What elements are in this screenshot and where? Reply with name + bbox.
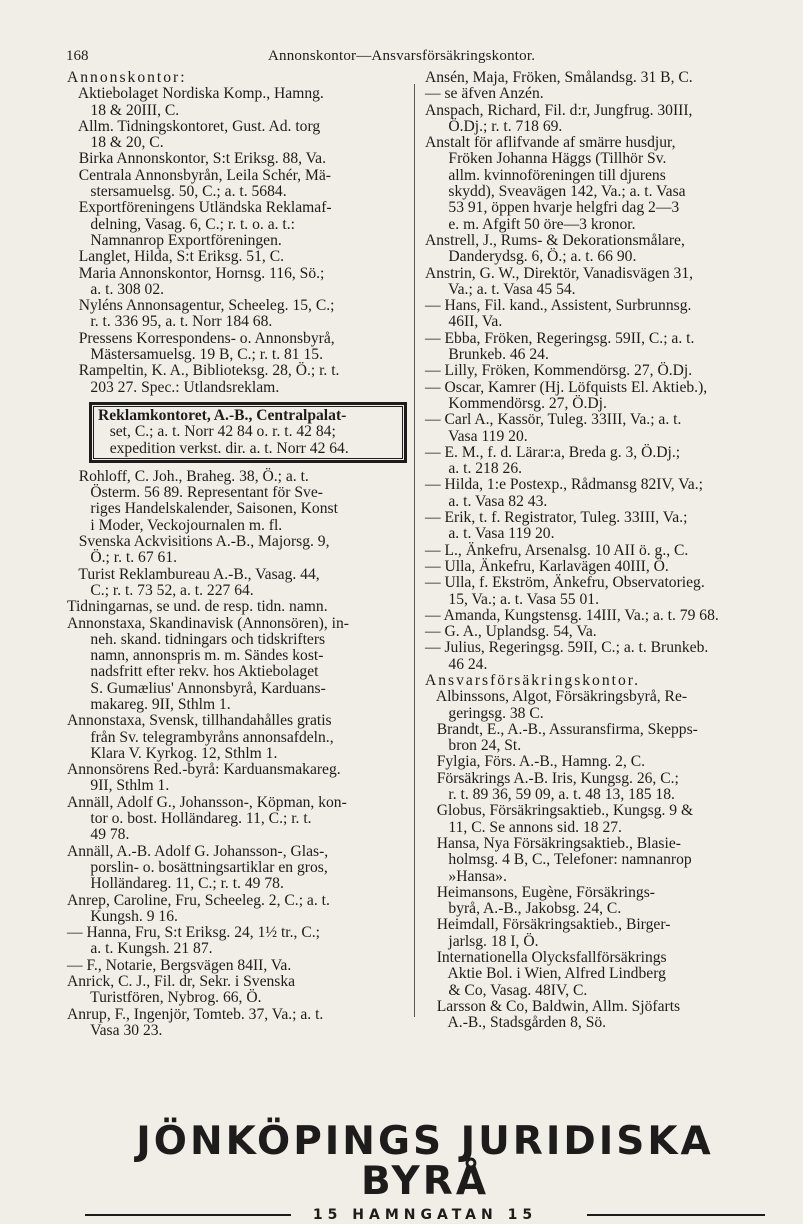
- entry-line: Försäkrings A.-B. Iris, Kungsg. 26, C.;: [425, 769, 679, 787]
- entry-line: 15, Va.; a. t. Vasa 55 01.: [425, 590, 599, 608]
- entry-line: Fröken Johanna Häggs (Tillhör Sv.: [425, 150, 667, 168]
- entry-line: — L., Änkefru, Arsenalsg. 10 AII ö. g., C.: [425, 541, 689, 559]
- entry-line: 46 24.: [425, 655, 488, 673]
- entry-line: 18 & 20III, C.: [67, 101, 180, 119]
- entry-line: 11, C. Se annons sid. 18 27.: [425, 818, 622, 836]
- entry-line: S. Gumælius' Annonsbyrå, Karduans-: [67, 679, 326, 697]
- entry-line: Annonstaxa, Svensk, tillhandahålles gratis: [67, 712, 332, 730]
- entry-line: Ö.; r. t. 67 61.: [67, 549, 178, 567]
- page-number: 168: [66, 48, 89, 64]
- entry-line: — Ulla, f. Ekström, Änkefru, Observatorieg.: [425, 574, 705, 592]
- entry-line: Anspach, Richard, Fil. d:r, Jungfrug. 30III,: [425, 101, 693, 119]
- entry-line: skydd), Sveavägen 142, Va.; a. t. Vasa: [425, 183, 686, 201]
- entry-line: Centrala Annonsbyrån, Leila Schér, Mä-: [67, 166, 331, 184]
- entry-line: Vasa 30 23.: [67, 1021, 163, 1039]
- right-entries-top: [425, 70, 770, 673]
- entry-line: — Oscar, Kamrer (Hj. Löfquists El. Aktieb.),: [425, 378, 708, 396]
- entry-line: Langlet, Hilda, S:t Eriksg. 51, C.: [67, 248, 284, 266]
- entry-line: »Hansa».: [425, 867, 507, 885]
- entry-line: Aktie Bol. i Wien, Alfred Lindberg: [425, 965, 666, 983]
- entry-line: riges Handelskalender, Saisonen, Konst: [67, 500, 338, 518]
- banner-subtitle: 15 HAMNGATAN 15: [307, 1207, 543, 1223]
- column-divider: [414, 84, 415, 1017]
- entry-line: Kungsh. 9 16.: [67, 907, 178, 925]
- entry-line: — E. M., f. d. Lärar:a, Breda g. 3, Ö.Dj.;: [425, 443, 681, 461]
- entry-line: Aktiebolaget Nordiska Komp., Hamng.: [67, 85, 324, 103]
- running-title: Annonskontor—Ansvarsförsäkringskontor.: [268, 48, 536, 64]
- entry-line: makareg. 9II, Sthlm 1.: [67, 695, 231, 713]
- entry-line: — Ebba, Fröken, Regeringsg. 59II, C.; a. t.: [425, 329, 695, 347]
- entry-line: — F., Notarie, Bergsvägen 84II, Va.: [67, 956, 292, 974]
- entry-line: Klara V. Kyrkog. 12, Sthlm 1.: [67, 744, 278, 762]
- entry-line: Annonsörens Red.-byrå: Karduansmakareg.: [67, 761, 341, 779]
- entry-line: Exportföreningens Utländska Reklamaf-: [67, 199, 332, 217]
- entry-line: — Amanda, Kungstensg. 14III, Va.; a. t. 79 68.: [425, 606, 719, 624]
- entry-line: e. m. Afgift 50 öre—3 kronor.: [425, 215, 636, 233]
- entry-line: — Hans, Fil. kand., Assistent, Surbrunnsg.: [425, 297, 692, 315]
- entry-line: expedition verkst. dir. a. t. Norr 42 64.: [98, 439, 349, 457]
- entry-line: Ö.Dj.; r. t. 718 69.: [425, 117, 563, 135]
- entry-line: 9II, Sthlm 1.: [67, 777, 170, 795]
- entry-line: Nyléns Annonsagentur, Scheeleg. 15, C.;: [67, 297, 335, 315]
- entry-line: allm. kvinnoföreningen till djurens: [425, 166, 666, 184]
- entry-line: holmsg. 4 B, C., Telefoner: namnanrop: [425, 851, 692, 869]
- entry-line: Annäll, Adolf G., Johansson-, Köpman, kon-: [67, 793, 347, 811]
- entry-line: Annonstaxa, Skandinavisk (Annonsören), in-: [67, 614, 349, 632]
- entry-line: nadsfritt efter rekv. hos Aktiebolaget: [67, 663, 319, 681]
- entry-line: Fylgia, Förs. A.-B., Hamng. 2, C.: [425, 753, 646, 771]
- entry-line: — Lilly, Fröken, Kommendörsg. 27, Ö.Dj.: [425, 362, 693, 380]
- entry-line: namn, annonspris m. m. Sändes kost-: [67, 647, 324, 665]
- entry-line: — Hilda, 1:e Postexp., Rådmansg 82IV, Va.;: [425, 476, 703, 494]
- entry-line: Heimdall, Försäkringsaktieb., Birger-: [425, 916, 671, 934]
- entry-line: Birka Annonskontor, S:t Eriksg. 88, Va.: [67, 150, 326, 168]
- entry-line: & Co, Vasag. 48IV, C.: [425, 981, 588, 999]
- entry-line: Hansa, Nya Försäkringsaktieb., Blasie-: [425, 834, 681, 852]
- entry-line: neh. skand. tidningars och tidskrifters: [67, 630, 326, 648]
- entry-line: a. t. Vasa 119 20.: [425, 525, 555, 543]
- entry-line: Anrup, F., Ingenjör, Tomteb. 37, Va.; a. t.: [67, 1005, 324, 1023]
- entry-line: i Moder, Veckojournalen m. fl.: [67, 516, 283, 534]
- entry-line: Annonskontor:: [67, 69, 187, 86]
- page-header: [66, 48, 756, 70]
- entry-line: tor o. bost. Holländareg. 11, C.; r. t.: [67, 810, 312, 828]
- entry-line: Vasa 119 20.: [425, 427, 528, 445]
- entry-line: r. t. 336 95, a. t. Norr 184 68.: [67, 313, 273, 331]
- entry-line: Turist Reklambureau A.-B., Vasag. 44,: [67, 565, 320, 583]
- entry-line: Österm. 56 89. Representant för Sve-: [67, 484, 323, 502]
- entry-line: Anstalt för aflifvande af smärre husdjur,: [425, 134, 676, 152]
- entry-line: — G. A., Uplandsg. 54, Va.: [425, 623, 597, 641]
- entry-line: — Hanna, Fru, S:t Eriksg. 24, 1½ tr., C.;: [67, 924, 320, 942]
- entry-line: 18 & 20, C.: [67, 134, 164, 152]
- entry-line: porslin- o. bosättningsartiklar en gros,: [67, 858, 328, 876]
- entry-line: Albinssons, Algot, Försäkringsbyrå, Re-: [425, 688, 688, 706]
- entry-line: Globus, Försäkringsaktieb., Kungsg. 9 &: [425, 802, 694, 820]
- entry-line: Maria Annonskontor, Hornsg. 116, Sö.;: [67, 264, 325, 282]
- section-heading: Ansvarsförsäkringskontor.: [425, 671, 641, 689]
- entry-line: Anstrin, G. W., Direktör, Vanadisvägen 31,: [425, 264, 694, 282]
- right-entries-bottom: [425, 689, 770, 1031]
- entry-line: Va.; a. t. Vasa 45 54.: [425, 280, 576, 298]
- entry-line: a. t. Vasa 82 43.: [425, 492, 548, 510]
- entry-line: 46II, Va.: [425, 313, 503, 331]
- entry-line: a. t. 218 26.: [425, 460, 523, 478]
- entry-line: Internationella Olycksfallförsäkrings: [425, 949, 667, 967]
- entry-line: Turistfören, Nybrog. 66, Ö.: [67, 989, 262, 1007]
- entry-line: Brandt, E., A.-B., Assuransfirma, Skepps-: [425, 720, 698, 738]
- entry-line: Larsson & Co, Baldwin, Allm. Sjöfarts: [425, 997, 681, 1015]
- entry-line: A.-B., Stadsgården 8, Sö.: [425, 1014, 607, 1032]
- entry-line: Reklamkontoret, A.-B., Centralpalat-: [98, 406, 347, 424]
- left-entries-top: [67, 70, 407, 396]
- entry-line: Allm. Tidningskontoret, Gust. Ad. torg: [67, 117, 321, 135]
- entry-line: Heimansons, Eugène, Försäkrings-: [425, 883, 655, 901]
- entry-line: — Erik, t. f. Registrator, Tuleg. 33III, Va.;: [425, 509, 688, 527]
- entry-line: jarlsg. 18 I, Ö.: [425, 932, 539, 950]
- entry-line: Anrep, Caroline, Fru, Scheeleg. 2, C.; a. t.: [67, 891, 330, 909]
- reklamkontoret-advert-box: [89, 402, 407, 463]
- entry-line: Mästersamuelsg. 19 B, C.; r. t. 81 15.: [67, 346, 323, 364]
- entry-line: Namnanrop Exportföreningen.: [67, 231, 282, 249]
- entry-line: — Carl A., Kassör, Tuleg. 33III, Va.; a. t.: [425, 411, 682, 429]
- entry-line: Anrick, C. J., Fil. dr, Sekr. i Svenska: [67, 973, 296, 991]
- right-column: [425, 70, 770, 1032]
- entry-line: Kommendörsg. 27, Ö.Dj.: [425, 394, 607, 412]
- entry-line: geringsg. 38 C.: [425, 704, 544, 722]
- entry-line: Svenska Ackvisitions A.-B., Majorsg. 9,: [67, 533, 330, 551]
- banner-title: JÖNKÖPINGS JURIDISKA BYRÅ: [136, 1119, 714, 1204]
- entry-line: Holländareg. 11, C.; r. t. 49 78.: [67, 875, 284, 893]
- entry-line: — se äfven Anzén.: [425, 85, 544, 103]
- entry-line: Rampeltin, K. A., Biblioteksg. 28, Ö.; r. t.: [67, 362, 340, 380]
- entry-line: 53 91, öppen hvarje helgfri dag 2—3: [425, 199, 680, 217]
- left-entries-bottom: [67, 469, 407, 1039]
- entry-line: byrå, A.-B., Jakobsg. 24, C.: [425, 900, 622, 918]
- entry-line: a. t. 308 02.: [67, 280, 165, 298]
- entry-line: — Julius, Regeringsg. 59II, C.; a. t. Brunkeb.: [425, 639, 709, 657]
- entry-line: C.; r. t. 73 52, a. t. 227 64.: [67, 581, 254, 599]
- entry-line: — Ulla, Änkefru, Karlavägen 40III, Ö.: [425, 557, 669, 575]
- entry-line: Rohloff, C. Joh., Braheg. 38, Ö.; a. t.: [67, 467, 309, 485]
- banner-rule-right: [587, 1214, 765, 1216]
- entry-line: a. t. Kungsh. 21 87.: [67, 940, 213, 958]
- left-column: [67, 70, 407, 1039]
- entry-line: delning, Vasag. 6, C.; r. t. o. a. t.:: [67, 215, 295, 233]
- entry-line: Anstrell, J., Rums- & Dekorationsmålare,: [425, 231, 685, 249]
- entry-line: Ansén, Maja, Fröken, Smålandsg. 31 B, C.: [425, 69, 693, 86]
- entry-line: 203 27. Spec.: Utlandsreklam.: [67, 378, 280, 396]
- entry-line: Tidningarnas, se und. de resp. tidn. namn.: [67, 598, 328, 616]
- entry-line: Danderydsg. 6, Ö.; a. t. 66 90.: [425, 248, 637, 266]
- banner-rule-left: [85, 1214, 291, 1216]
- entry-line: 49 78.: [67, 826, 130, 844]
- entry-line: Brunkeb. 46 24.: [425, 346, 549, 364]
- entry-line: r. t. 89 36, 59 09, a. t. 48 13, 185 18.: [425, 786, 675, 804]
- entry-line: bron 24, St.: [425, 737, 522, 755]
- entry-line: Annäll, A.-B. Adolf G. Johansson-, Glas-,: [67, 842, 329, 860]
- entry-line: set, C.; a. t. Norr 42 84 o. r. t. 42 84;: [98, 423, 336, 441]
- entry-line: Pressens Korrespondens- o. Annonsbyrå,: [67, 329, 335, 347]
- entry-line: stersamuelsg. 50, C.; a. t. 5684.: [67, 183, 287, 201]
- entry-line: från Sv. telegrambyråns annonsafdeln.,: [67, 728, 334, 746]
